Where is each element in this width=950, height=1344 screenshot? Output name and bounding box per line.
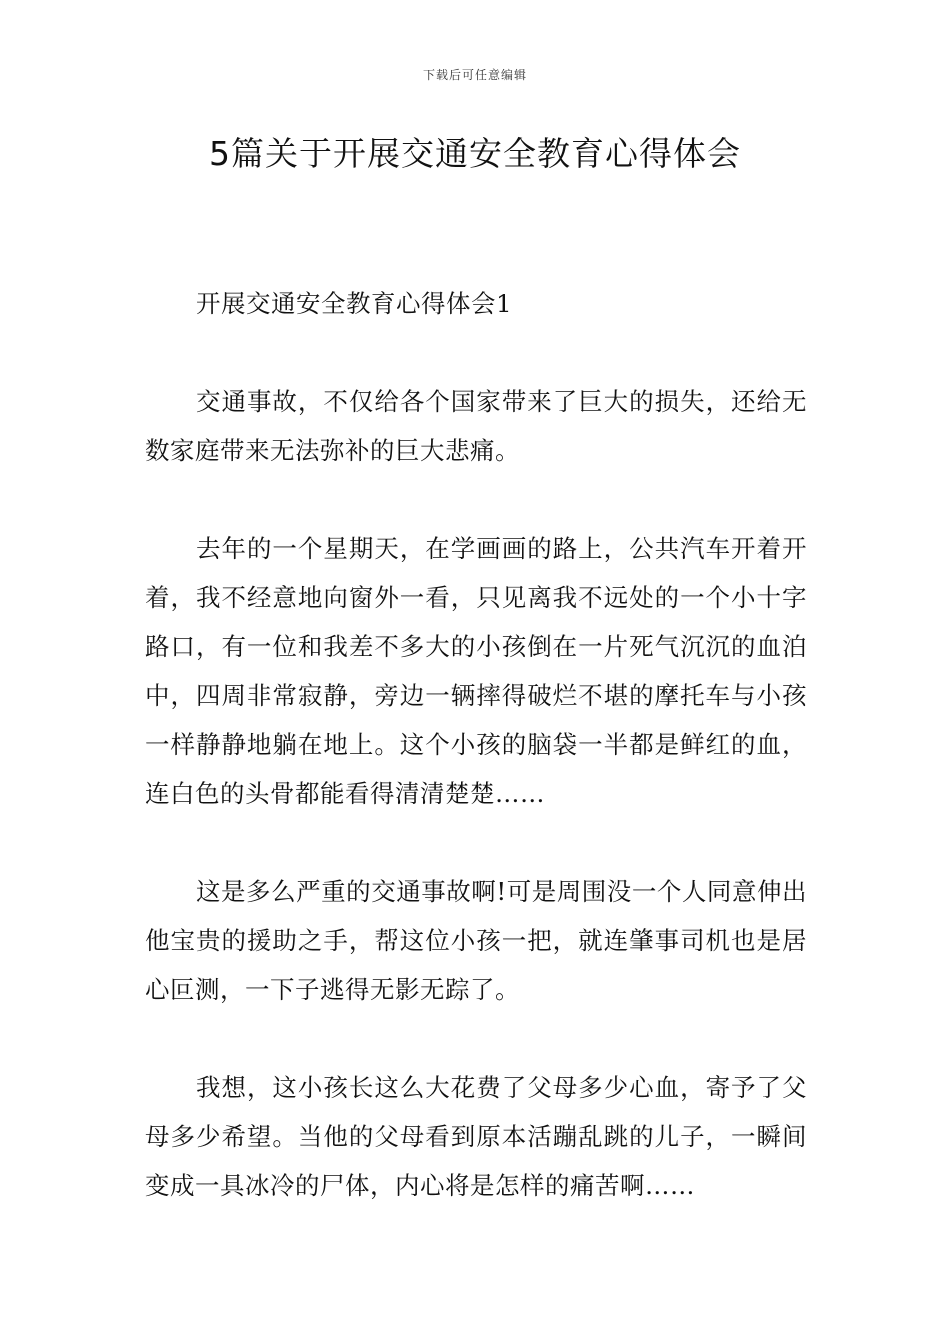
paragraph-1: 交通事故，不仅给各个国家带来了巨大的损失，还给无数家庭带来无法弥补的巨大悲痛。	[145, 387, 807, 465]
paragraph-gap	[145, 475, 807, 524]
header-note: 下载后可任意编辑	[422, 68, 527, 82]
document-body	[145, 279, 807, 1210]
paragraph-gap	[145, 818, 807, 867]
paragraph-3: 这是多么严重的交通事故啊!可是周围没一个人同意伸出他宝贵的援助之手，帮这位小孩一把，就连肇事司机也是居心叵测，一下子逃得无影无踪了。	[145, 877, 807, 1004]
paragraph-gap	[145, 1014, 807, 1063]
document-title: 5篇关于开展交通安全教育心得体会	[209, 134, 741, 173]
section-heading: 开展交通安全教育心得体会1	[196, 289, 513, 318]
paragraph-2: 去年的一个星期天，在学画画的路上，公共汽车开着开着，我不经意地向窗外一看，只见离我不远处的一个小十字路口，有一位和我差不多大的小孩倒在一片死气沉沉的血泊中，四周非常寂静，旁边一辆摔得破烂不堪的摩托车与小孩一样静静地躺在地上。这个小孩的脑袋一半都是鲜红的血，连白色的头骨都能看得清清楚楚……	[145, 534, 807, 808]
paragraph-4: 我想，这小孩长这么大花费了父母多少心血，寄予了父母多少希望。当他的父母看到原本活蹦乱跳的儿子，一瞬间变成一具冰冷的尸体，内心将是怎样的痛苦啊……	[145, 1073, 807, 1200]
paragraph-gap	[145, 328, 807, 377]
